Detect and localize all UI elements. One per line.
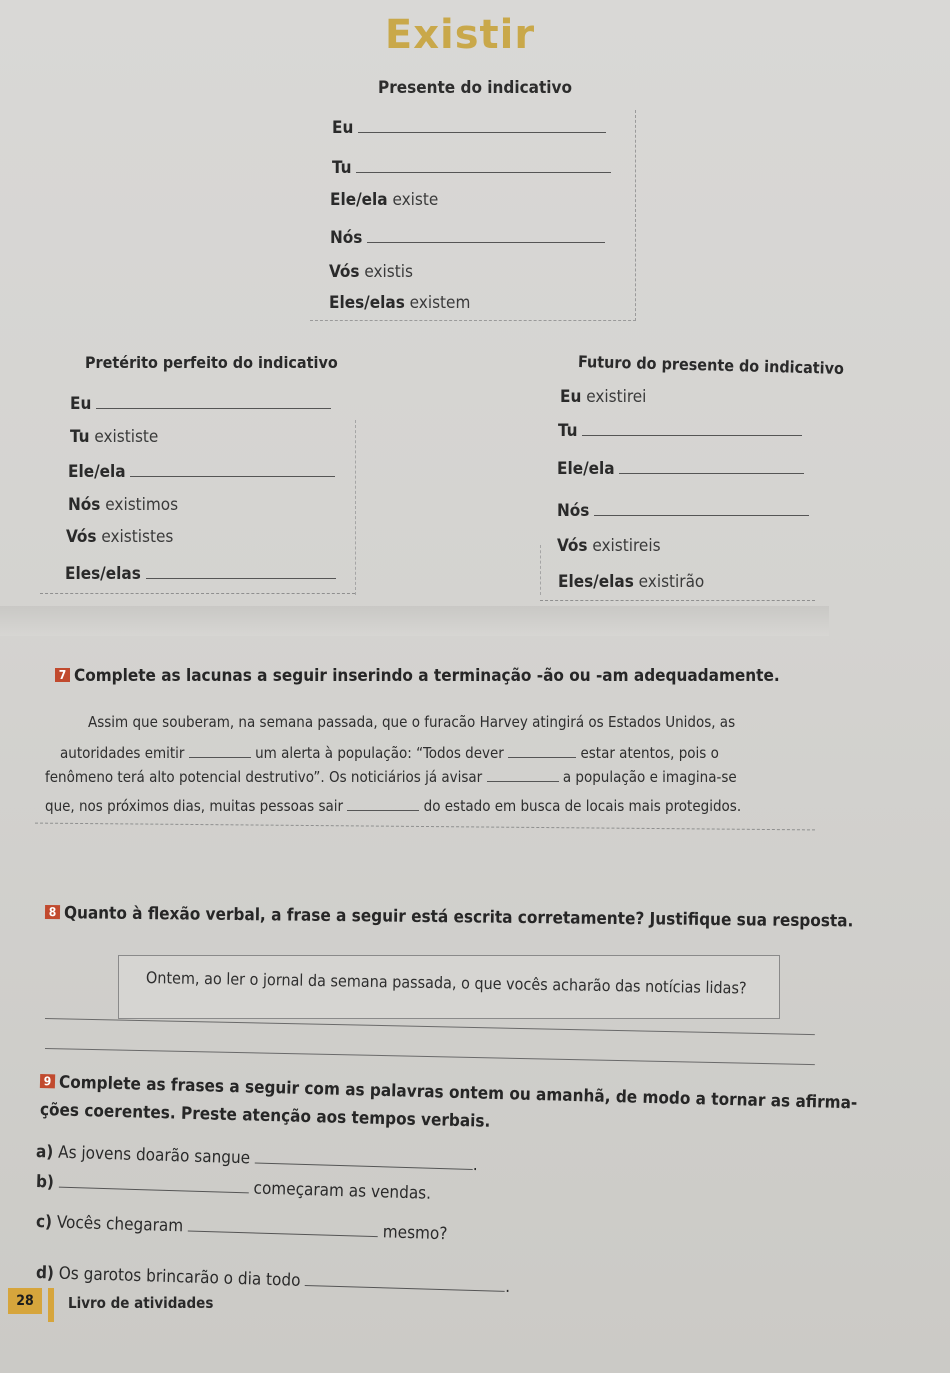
exercise7-line3 xyxy=(45,768,737,786)
text: autoridades emitir xyxy=(60,744,185,762)
item-label: a) xyxy=(35,1142,54,1163)
preterito-eu-row xyxy=(70,394,331,414)
exercise7-blank-1[interactable] xyxy=(189,757,251,758)
pronoun: Vós xyxy=(66,527,97,547)
exercise8-quote: Ontem, ao ler o jornal da semana passada, o que vocês acharão das notícias lidas? xyxy=(145,968,747,998)
exercise9-blank-d[interactable] xyxy=(305,1285,505,1292)
exercise7-line2 xyxy=(60,744,719,762)
text: a população e imagina-se xyxy=(562,768,737,786)
text: Complete as frases a seguir com as palavras xyxy=(58,1072,450,1103)
page-number: 28 xyxy=(8,1288,42,1314)
pronoun: Vós xyxy=(329,262,360,282)
pronoun: Ele/ela xyxy=(330,190,388,210)
item-text: Vocês chegaram xyxy=(56,1212,184,1237)
verb: existireis xyxy=(592,536,661,556)
item-text: As jovens doarão sangue xyxy=(57,1142,251,1169)
pronoun: Eu xyxy=(560,387,582,407)
pronoun: Eu xyxy=(332,118,354,138)
present-eu-blank[interactable] xyxy=(358,132,606,133)
futuro-nos-row xyxy=(557,501,809,521)
verb: existem xyxy=(409,293,471,313)
text: que, nos próximos dias, muitas pessoas sair xyxy=(45,797,344,815)
exercise9-number: 9 xyxy=(40,1074,55,1088)
book-title: Livro de atividades xyxy=(68,1294,214,1312)
preterito-eles-blank[interactable] xyxy=(146,578,336,579)
text: , de modo a tornar as afirma- xyxy=(604,1086,858,1114)
item-text: Os garotos brincarão o dia todo xyxy=(58,1263,301,1291)
exercise9-item-d xyxy=(36,1263,511,1297)
item-label: c) xyxy=(35,1212,53,1233)
futuro-tu-row xyxy=(558,421,802,441)
exercise9-blank-c[interactable] xyxy=(188,1231,378,1238)
pronoun: Eu xyxy=(70,394,92,414)
present-nos-blank[interactable] xyxy=(367,242,605,243)
item-end: mesmo? xyxy=(382,1222,448,1245)
pronoun: Tu xyxy=(332,158,352,178)
text: estar atentos, pois o xyxy=(580,744,719,762)
present-box xyxy=(310,110,636,321)
preterito-divider xyxy=(40,593,355,594)
exercise7-divider xyxy=(35,823,815,831)
pronoun: Nós xyxy=(68,495,101,515)
pronoun: Tu xyxy=(70,427,90,447)
futuro-ele-blank[interactable] xyxy=(619,473,804,474)
text: fenômeno terá alto potencial destrutivo”. Os noticiários já avisar xyxy=(45,768,483,786)
answer-line-2[interactable] xyxy=(45,1048,815,1065)
page-title: Existir xyxy=(384,12,536,58)
exercise9-title-line2: ções coerentes. Preste atenção aos tempos verbais. xyxy=(39,1100,491,1132)
pronoun: Eles/elas xyxy=(65,564,141,584)
exercise9-item-a xyxy=(36,1142,478,1175)
futuro-ele-row xyxy=(557,459,804,479)
exercise7-title xyxy=(55,666,780,686)
futuro-eu-row xyxy=(560,387,646,407)
exercise8-title-text: Quanto à flexão verbal, a frase a seguir está escrita corretamente? Justifique sua resposta. xyxy=(63,903,854,932)
pronoun: Ele/ela xyxy=(557,459,615,479)
exercise9-blank-b[interactable] xyxy=(59,1187,249,1194)
preterito-nos-row xyxy=(68,495,178,515)
pronoun: Eles/elas xyxy=(558,572,634,592)
present-ele-row xyxy=(330,190,438,210)
present-tu-blank[interactable] xyxy=(356,172,611,173)
exercise7-blank-3[interactable] xyxy=(487,781,559,782)
text: do estado em busca de locais mais protegidos. xyxy=(423,797,742,815)
exercise7-blank-4[interactable] xyxy=(347,810,419,811)
preterito-eles-row xyxy=(65,564,336,584)
verb: existimos xyxy=(105,495,179,515)
pronoun: Eles/elas xyxy=(329,293,405,313)
futuro-divider xyxy=(540,600,815,601)
present-eu-row xyxy=(332,118,606,138)
futuro-nos-blank[interactable] xyxy=(594,515,809,516)
item-end: . xyxy=(472,1154,479,1176)
verb: existe xyxy=(392,190,439,210)
pronoun: Nós xyxy=(557,501,590,521)
verb: existis xyxy=(364,262,413,282)
exercise8-title xyxy=(45,903,854,931)
preterito-tu-row xyxy=(70,427,158,447)
exercise7-line1: Assim que souberam, na semana passada, que o furacão Harvey atingirá os Estados Unidos, as xyxy=(88,713,736,731)
answer-line-1[interactable] xyxy=(45,1018,815,1035)
present-heading: Presente do indicativo xyxy=(377,78,572,98)
present-nos-row xyxy=(330,228,605,248)
pronoun: Vós xyxy=(557,536,588,556)
keyword-ontem: ontem xyxy=(448,1082,505,1105)
exercise9-item-c xyxy=(36,1212,448,1244)
keyword-amanha: amanhã xyxy=(535,1084,605,1107)
preterito-vos-row xyxy=(66,527,173,547)
item-text: começaram as vendas. xyxy=(253,1178,432,1204)
verb: exististe xyxy=(94,427,159,447)
futuro-vos-row xyxy=(557,536,661,556)
text: ou xyxy=(503,1084,537,1105)
futuro-heading: Futuro do presente do indicativo xyxy=(577,352,845,378)
preterito-heading: Pretérito perfeito do indicativo xyxy=(85,353,338,372)
verb: existirei xyxy=(586,387,647,407)
preterito-vertical-divider xyxy=(355,420,356,595)
item-label: d) xyxy=(35,1263,55,1284)
verb: existirão xyxy=(638,572,705,592)
preterito-ele-row xyxy=(68,462,335,482)
preterito-eu-blank[interactable] xyxy=(96,408,331,409)
present-vos-row xyxy=(329,262,413,282)
futuro-eles-row xyxy=(558,572,704,592)
exercise7-number: 7 xyxy=(55,668,70,682)
futuro-vertical-divider xyxy=(540,545,541,595)
verb: exististes xyxy=(101,527,174,547)
exercise7-title-text: Complete as lacunas a seguir inserindo a terminação -ão ou -am adequadamente. xyxy=(74,666,780,686)
exercise8-number: 8 xyxy=(45,905,60,919)
item-end: . xyxy=(504,1276,511,1298)
exercise7-line4 xyxy=(45,797,741,815)
exercise9-item-b xyxy=(36,1172,432,1204)
present-eles-row xyxy=(329,293,470,313)
exercise7-blank-2[interactable] xyxy=(508,757,576,758)
futuro-tu-blank[interactable] xyxy=(582,435,802,436)
pronoun: Nós xyxy=(330,228,363,248)
exercise9-blank-a[interactable] xyxy=(255,1162,473,1169)
item-label: b) xyxy=(35,1172,55,1193)
pronoun: Ele/ela xyxy=(68,462,126,482)
text: um alerta à população: “Todos dever xyxy=(255,744,504,762)
present-tu-row xyxy=(332,158,611,178)
preterito-ele-blank[interactable] xyxy=(130,476,335,477)
footer-bar xyxy=(48,1288,54,1322)
pronoun: Tu xyxy=(558,421,578,441)
page-fold-shadow xyxy=(0,606,829,636)
